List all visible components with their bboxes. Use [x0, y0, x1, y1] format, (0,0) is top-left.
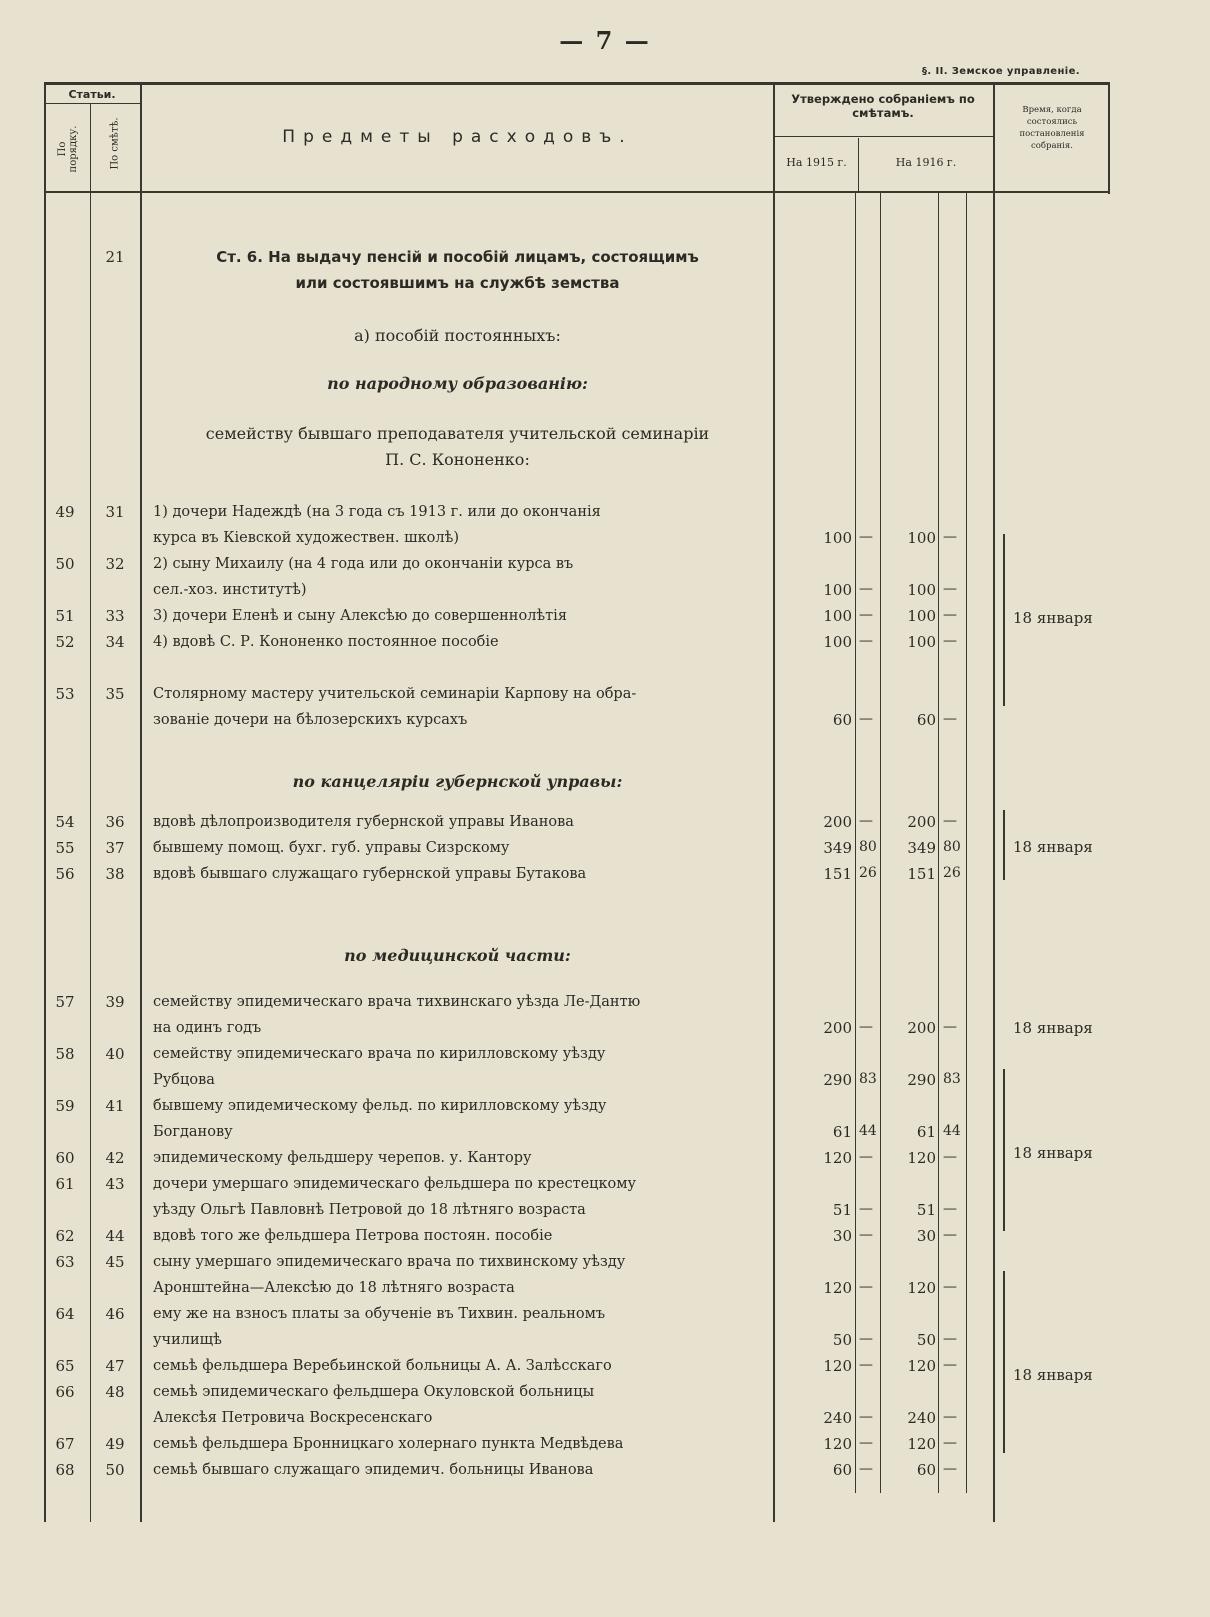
- row-description: [153, 1457, 765, 1483]
- row-description: [153, 809, 765, 835]
- row-description: [153, 1223, 765, 1249]
- row-description-line-1: семьѣ фельдшера Бронницкаго холернаго пункта Медвѣдева: [153, 1436, 624, 1452]
- bracket-1: [1003, 534, 1005, 706]
- date-label-3: 18 января: [1013, 1019, 1093, 1037]
- header-year-1915: На 1915 г.: [786, 156, 847, 169]
- row-amount-1915: 100: [823, 529, 852, 547]
- row-amount-1915: 120: [823, 1149, 852, 1167]
- row-description: [153, 681, 765, 733]
- row-order-num: 61: [55, 1175, 75, 1193]
- row-kop-1916: —: [943, 529, 957, 545]
- row-smeta-num: 45: [105, 1253, 125, 1271]
- row-amount-1915: 100: [823, 607, 852, 625]
- row-description-line-1: бывшему эпидемическому фельд. по кирилловскому уѣзду: [153, 1098, 607, 1114]
- row-smeta-num: 43: [105, 1175, 125, 1193]
- row-smeta-num: 31: [105, 503, 125, 521]
- row-amount-1915: 120: [823, 1435, 852, 1453]
- row-amount-1915: 120: [823, 1357, 852, 1375]
- row-kop-1916: —: [943, 711, 957, 727]
- row-amount-1915: 100: [823, 581, 852, 599]
- header-stati: Статьи.: [68, 88, 116, 101]
- row-description-line-1: семьѣ фельдшера Веребьинской больницы А. А. Залѣсскаго: [153, 1358, 612, 1374]
- row-description: [153, 1301, 765, 1353]
- row-amount-1916: 60: [916, 711, 936, 729]
- row-order-num: 60: [55, 1149, 75, 1167]
- header-year-1916: На 1916 г.: [895, 156, 957, 169]
- row-kop-1915: —: [859, 1331, 873, 1347]
- row-order-num: 64: [55, 1305, 75, 1323]
- row-description-line-1: эпидемическому фельдшеру черепов. у. Кантору: [153, 1150, 532, 1166]
- row-amount-1915: 120: [823, 1279, 852, 1297]
- header-po-smete: По смѣтѣ.: [109, 117, 121, 170]
- row-kop-1916: —: [943, 1019, 957, 1035]
- row-description: [153, 1093, 765, 1145]
- row-amount-1915: 30: [832, 1227, 852, 1245]
- row-kop-1916: —: [943, 1201, 957, 1217]
- row-smeta-num: 48: [105, 1383, 125, 1401]
- row-amount-1916: 120: [907, 1149, 936, 1167]
- row-amount-1916: 120: [907, 1435, 936, 1453]
- row-description-line-2: училищѣ: [153, 1332, 222, 1348]
- row-smeta-num: 34: [105, 633, 125, 651]
- subheading-a: а) пособій постоянныхъ:: [354, 326, 561, 345]
- row-description-line-1: вдовѣ того же фельдшера Петрова постоян. пособіе: [153, 1228, 553, 1244]
- row-kop-1915: —: [859, 1461, 873, 1477]
- row-description-line-1: 2) сыну Михаилу (на 4 года или до окончаніи курса въ: [153, 556, 574, 572]
- row-smeta-num: 38: [105, 865, 125, 883]
- article-smeta-num: 21: [105, 248, 125, 266]
- row-kop-1915: —: [859, 607, 873, 623]
- row-kop-1915: —: [859, 1409, 873, 1425]
- row-smeta-num: 33: [105, 607, 125, 625]
- bracket-4: [1003, 1271, 1005, 1453]
- row-order-num: 52: [55, 633, 75, 651]
- row-kop-1915: 26: [859, 865, 877, 881]
- row-amount-1916: 200: [907, 1019, 936, 1037]
- row-kop-1915: —: [859, 633, 873, 649]
- row-kop-1915: 44: [859, 1123, 877, 1139]
- row-kop-1916: —: [943, 813, 957, 829]
- row-order-num: 51: [55, 607, 75, 625]
- row-kop-1916: 26: [943, 865, 961, 881]
- row-description-line-2: уѣзду Ольгѣ Павловнѣ Петровой до 18 лѣтняго возраста: [153, 1202, 586, 1218]
- row-kop-1915: —: [859, 1227, 873, 1243]
- row-description-line-1: 1) дочери Надеждѣ (на 3 года съ 1913 г. или до окончанія: [153, 504, 601, 520]
- row-description: [153, 861, 765, 887]
- row-amount-1915: 51: [832, 1201, 852, 1219]
- row-smeta-num: 40: [105, 1045, 125, 1063]
- date-label-4: 18 января: [1013, 1144, 1093, 1162]
- row-description-line-2: зованіе дочери на бѣлозерскихъ курсахъ: [153, 712, 468, 728]
- row-kop-1916: —: [943, 1409, 957, 1425]
- row-kop-1915: —: [859, 1149, 873, 1165]
- row-kop-1916: —: [943, 607, 957, 623]
- row-description: [153, 1353, 765, 1379]
- row-kop-1915: —: [859, 711, 873, 727]
- header-vremya: Время, когда состоялись постановленія собранія.: [1019, 105, 1085, 151]
- row-amount-1916: 120: [907, 1357, 936, 1375]
- row-order-num: 68: [55, 1461, 75, 1479]
- row-description-line-2: Аронштейна—Алексѣю до 18 лѣтняго возраста: [153, 1280, 515, 1296]
- row-description: [153, 835, 765, 861]
- row-amount-1916: 51: [916, 1201, 936, 1219]
- row-amount-1916: 30: [916, 1227, 936, 1245]
- row-kop-1915: —: [859, 581, 873, 597]
- row-smeta-num: 35: [105, 685, 125, 703]
- row-description: [153, 989, 765, 1041]
- row-amount-1915: 240: [823, 1409, 852, 1427]
- row-description-line-1: 3) дочери Еленѣ и сыну Алексѣю до совершеннолѣтія: [153, 608, 567, 624]
- subheading-chancery: по канцеляріи губернской управы:: [292, 772, 623, 791]
- row-description: [153, 551, 765, 603]
- row-kop-1915: —: [859, 1435, 873, 1451]
- row-description-line-2: Рубцова: [153, 1072, 215, 1088]
- row-kop-1915: 80: [859, 839, 877, 855]
- page-number: — 7 —: [559, 26, 651, 55]
- row-amount-1916: 60: [916, 1461, 936, 1479]
- subheading-education: по народному образованію:: [327, 374, 588, 393]
- row-smeta-num: 32: [105, 555, 125, 573]
- row-description: [153, 1041, 765, 1093]
- row-description-line-2: курса въ Кіевской художествен. школѣ): [153, 530, 459, 546]
- row-description-line-1: семейству эпидемическаго врача тихвинскаго уѣзда Ле-Дантю: [153, 994, 641, 1010]
- row-kop-1916: —: [943, 1227, 957, 1243]
- row-smeta-num: 42: [105, 1149, 125, 1167]
- row-order-num: 62: [55, 1227, 75, 1245]
- row-kop-1915: 83: [859, 1071, 877, 1087]
- article-title-line-2: или состоявшимъ на службѣ земства: [295, 274, 620, 292]
- header-predmety: Предметы расходовъ.: [282, 127, 633, 147]
- row-amount-1916: 151: [907, 865, 936, 883]
- row-order-num: 49: [55, 503, 75, 521]
- row-kop-1915: —: [859, 813, 873, 829]
- row-amount-1915: 151: [823, 865, 852, 883]
- row-smeta-num: 39: [105, 993, 125, 1011]
- row-kop-1915: —: [859, 529, 873, 545]
- row-description: [153, 603, 765, 629]
- row-kop-1916: —: [943, 1331, 957, 1347]
- row-description-line-1: вдовѣ дѣлопроизводителя губернской управы Иванова: [153, 814, 574, 830]
- row-kop-1916: —: [943, 633, 957, 649]
- row-kop-1916: 44: [943, 1123, 961, 1139]
- row-amount-1916: 120: [907, 1279, 936, 1297]
- row-order-num: 50: [55, 555, 75, 573]
- row-description-line-1: вдовѣ бывшаго служащаго губернской управы Бутакова: [153, 866, 587, 882]
- row-kop-1916: —: [943, 1357, 957, 1373]
- row-smeta-num: 47: [105, 1357, 125, 1375]
- row-description-line-1: Столярному мастеру учительской семинаріи Карпову на обра-: [153, 686, 637, 702]
- row-amount-1916: 100: [907, 633, 936, 651]
- family-line-1: семейству бывшаго преподавателя учительской семинаріи: [205, 424, 710, 443]
- date-label-2: 18 января: [1013, 838, 1093, 856]
- date-label-5: 18 января: [1013, 1366, 1093, 1384]
- row-kop-1916: —: [943, 581, 957, 597]
- row-smeta-num: 46: [105, 1305, 125, 1323]
- row-amount-1915: 349: [823, 839, 852, 857]
- row-description-line-2: сел.-хоз. институтѣ): [153, 582, 307, 598]
- row-smeta-num: 50: [105, 1461, 125, 1479]
- row-order-num: 55: [55, 839, 75, 857]
- row-order-num: 63: [55, 1253, 75, 1271]
- row-order-num: 67: [55, 1435, 75, 1453]
- row-order-num: 65: [55, 1357, 75, 1375]
- row-amount-1916: 50: [916, 1331, 936, 1349]
- bracket-2: [1003, 810, 1005, 880]
- row-amount-1916: 100: [907, 607, 936, 625]
- row-order-num: 53: [55, 685, 75, 703]
- row-description-line-1: сыну умершаго эпидемическаго врача по тихвинскому уѣзду: [153, 1254, 626, 1270]
- row-description: [153, 1171, 765, 1223]
- row-amount-1915: 60: [832, 1461, 852, 1479]
- row-order-num: 56: [55, 865, 75, 883]
- row-description: [153, 1145, 765, 1171]
- row-amount-1916: 200: [907, 813, 936, 831]
- row-kop-1915: —: [859, 1019, 873, 1035]
- row-amount-1915: 290: [823, 1071, 852, 1089]
- row-description: [153, 629, 765, 655]
- row-smeta-num: 36: [105, 813, 125, 831]
- row-kop-1915: —: [859, 1357, 873, 1373]
- row-description-line-2: Богданову: [153, 1124, 233, 1140]
- date-label-1: 18 января: [1013, 609, 1093, 627]
- row-kop-1916: —: [943, 1279, 957, 1295]
- bracket-3: [1003, 1069, 1005, 1231]
- article-title-line-1: Ст. 6. На выдачу пенсій и пособій лицамъ, состоящимъ: [216, 248, 699, 266]
- row-kop-1916: —: [943, 1149, 957, 1165]
- row-kop-1916: 80: [943, 839, 961, 855]
- row-description-line-1: бывшему помощ. бухг. губ. управы Сизрскому: [153, 840, 510, 856]
- row-description: [153, 1431, 765, 1457]
- row-description-line-1: ему же на взносъ платы за обученіе въ Тихвин. реальномъ: [153, 1306, 606, 1322]
- row-amount-1915: 100: [823, 633, 852, 651]
- row-amount-1916: 349: [907, 839, 936, 857]
- section-tag: §. II. Земское управленіе.: [922, 66, 1080, 77]
- row-description: [153, 1249, 765, 1301]
- row-amount-1915: 200: [823, 813, 852, 831]
- row-kop-1916: 83: [943, 1071, 961, 1087]
- row-description: [153, 1379, 765, 1431]
- row-smeta-num: 37: [105, 839, 125, 857]
- row-smeta-num: 41: [105, 1097, 125, 1115]
- row-smeta-num: 44: [105, 1227, 125, 1245]
- row-amount-1916: 61: [916, 1123, 936, 1141]
- row-description-line-2: Алексѣя Петровича Воскресенскаго: [153, 1410, 433, 1426]
- row-description-line-2: на одинъ годъ: [153, 1020, 262, 1036]
- row-kop-1916: —: [943, 1435, 957, 1451]
- row-description-line-1: семьѣ бывшаго служащаго эпидемич. больницы Иванова: [153, 1462, 594, 1478]
- row-amount-1915: 200: [823, 1019, 852, 1037]
- subheading-medical: по медицинской части:: [344, 946, 571, 965]
- header-po-poryadku: По порядку.: [57, 125, 79, 173]
- row-description-line-1: дочери умершаго эпидемическаго фельдшера по крестецкому: [153, 1176, 637, 1192]
- row-amount-1916: 240: [907, 1409, 936, 1427]
- row-amount-1916: 100: [907, 529, 936, 547]
- row-smeta-num: 49: [105, 1435, 125, 1453]
- row-order-num: 57: [55, 993, 75, 1011]
- row-description-line-1: семьѣ эпидемическаго фельдшера Окуловской больницы: [153, 1384, 595, 1400]
- row-amount-1916: 100: [907, 581, 936, 599]
- row-order-num: 58: [55, 1045, 75, 1063]
- row-order-num: 54: [55, 813, 75, 831]
- row-amount-1916: 290: [907, 1071, 936, 1089]
- row-description-line-1: 4) вдовѣ С. Р. Кононенко постоянное пособіе: [153, 634, 499, 650]
- row-kop-1915: —: [859, 1279, 873, 1295]
- row-amount-1915: 61: [832, 1123, 852, 1141]
- row-amount-1915: 60: [832, 711, 852, 729]
- header-utverzhdeno: Утверждено собраніемъ по смѣтамъ.: [791, 92, 975, 120]
- row-description-line-1: семейству эпидемическаго врача по кирилловскому уѣзду: [153, 1046, 606, 1062]
- row-kop-1915: —: [859, 1201, 873, 1217]
- row-description: [153, 499, 765, 551]
- row-kop-1916: —: [943, 1461, 957, 1477]
- row-order-num: 59: [55, 1097, 75, 1115]
- row-order-num: 66: [55, 1383, 75, 1401]
- family-line-2: П. С. Кононенко:: [385, 450, 530, 469]
- row-amount-1915: 50: [832, 1331, 852, 1349]
